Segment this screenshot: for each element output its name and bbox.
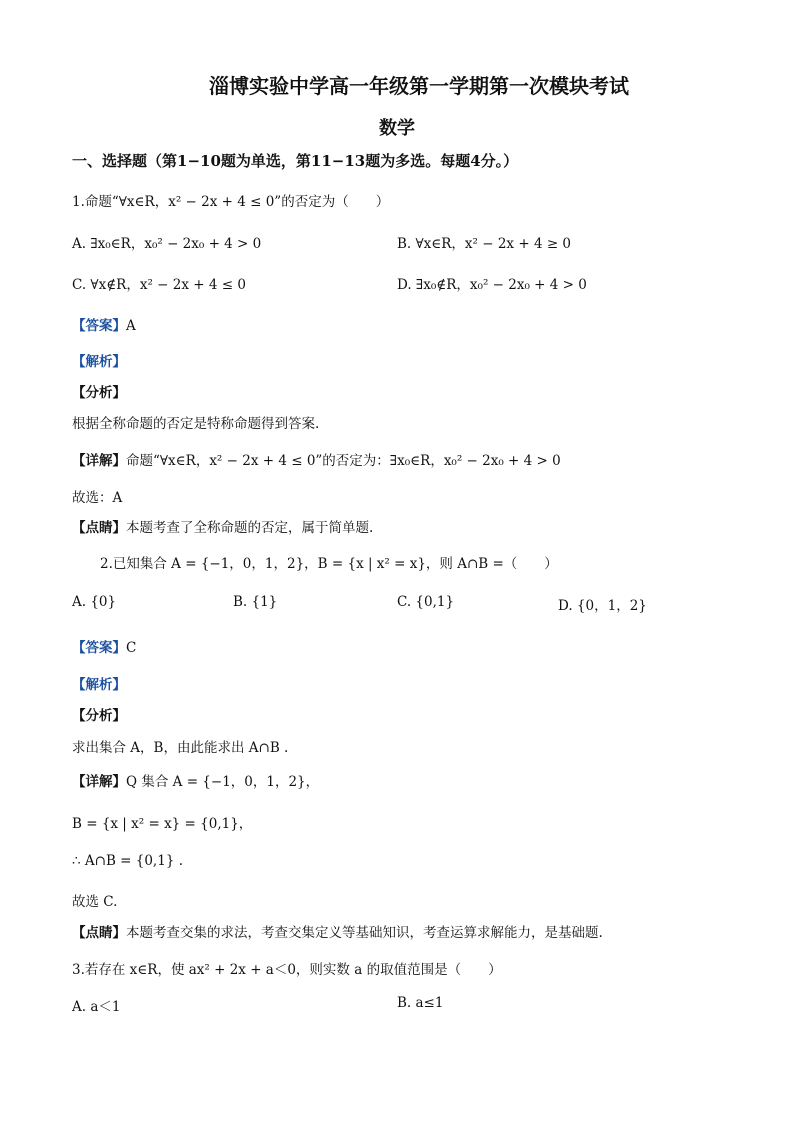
detail-tag: 【详解】: [72, 453, 126, 469]
q1-option-a: A. ∃x₀∈R，x₀² − 2x₀ + 4 > 0: [72, 236, 262, 252]
q2-comment-text: 本题考查交集的求法，考查交集定义等基础知识，考查运算求解能力，是基础题.: [126, 925, 603, 941]
q1-choose: 故选：A: [72, 490, 123, 506]
q1-option-b: B. ∀x∈R，x² − 2x + 4 ≥ 0: [397, 236, 572, 252]
q2-detail-text: Q 集合 A = {−1，0，1，2}，: [126, 774, 320, 790]
q2-option-a: A. {0}: [72, 594, 117, 610]
answer-tag: 【答案】: [72, 640, 126, 656]
q2-jiexi-tag: 【解析】: [72, 677, 126, 693]
q1-fenxi-text: 根据全称命题的否定是特称命题得到答案.: [72, 416, 320, 432]
q2-choose: 故选 C.: [72, 894, 118, 910]
q1-comment-row: [72, 516, 373, 536]
q1-answer: A: [126, 318, 136, 334]
detail-tag: 【详解】: [72, 774, 126, 790]
comment-tag: 【点睛】: [72, 520, 126, 536]
q2-answer: C: [126, 640, 137, 656]
q1-detail-row: [72, 449, 561, 469]
q2-answer-row: [72, 636, 136, 656]
q3-option-a: A. a＜1: [72, 999, 121, 1015]
q1-comment-text: 本题考查了全称命题的否定，属于简单题.: [126, 520, 374, 536]
q1-detail-text: 命题“∀x∈R，x² − 2x + 4 ≤ 0”的否定为：∃x₀∈R，x₀² − 2x₀ + 4 > 0: [126, 453, 561, 469]
q2-option-c: C. {0,1}: [397, 594, 455, 610]
q2-fenxi-text: 求出集合 A，B，由此能求出 A∩B .: [72, 740, 289, 756]
q2-detail-row: [72, 770, 319, 790]
q3-option-b: B. a≤1: [397, 995, 444, 1011]
comment-tag: 【点睛】: [72, 925, 126, 941]
q2-stem: 2.已知集合 A = {−1，0，1，2}，B = {x | x² = x}，则 A∩B =（ ）: [100, 556, 558, 572]
q2-detail-line2: B = {x | x² = x} = {0,1}，: [72, 816, 253, 832]
answer-tag: 【答案】: [72, 318, 126, 334]
subject-heading: 数学: [379, 118, 415, 139]
q2-comment-row: [72, 921, 603, 941]
q1-fenxi-tag: 【分析】: [72, 385, 126, 401]
section-heading: 一、选择题（第1−10题为单选，第11−13题为多选。每题4分。）: [72, 152, 519, 170]
q1-answer-row: [72, 314, 136, 334]
page-title: 淄博实验中学高一年级第一学期第一次模块考试: [209, 74, 629, 98]
q1-stem: 1.命题“∀x∈R，x² − 2x + 4 ≤ 0”的否定为（ ）: [72, 194, 390, 210]
q2-detail-line3: ∴ A∩B = {0,1} .: [72, 853, 183, 869]
q2-option-b: B. {1}: [233, 594, 278, 610]
q1-option-c: C. ∀x∉R，x² − 2x + 4 ≤ 0: [72, 277, 246, 293]
q1-jiexi-tag: 【解析】: [72, 354, 126, 370]
q3-stem: 3.若存在 x∈R，使 ax² + 2x + a＜0，则实数 a 的取值范围是（ ）: [72, 962, 502, 978]
q2-fenxi-tag: 【分析】: [72, 708, 126, 724]
q2-option-d: D. {0，1，2}: [558, 598, 647, 614]
q1-option-d: D. ∃x₀∉R，x₀² − 2x₀ + 4 > 0: [397, 277, 587, 293]
